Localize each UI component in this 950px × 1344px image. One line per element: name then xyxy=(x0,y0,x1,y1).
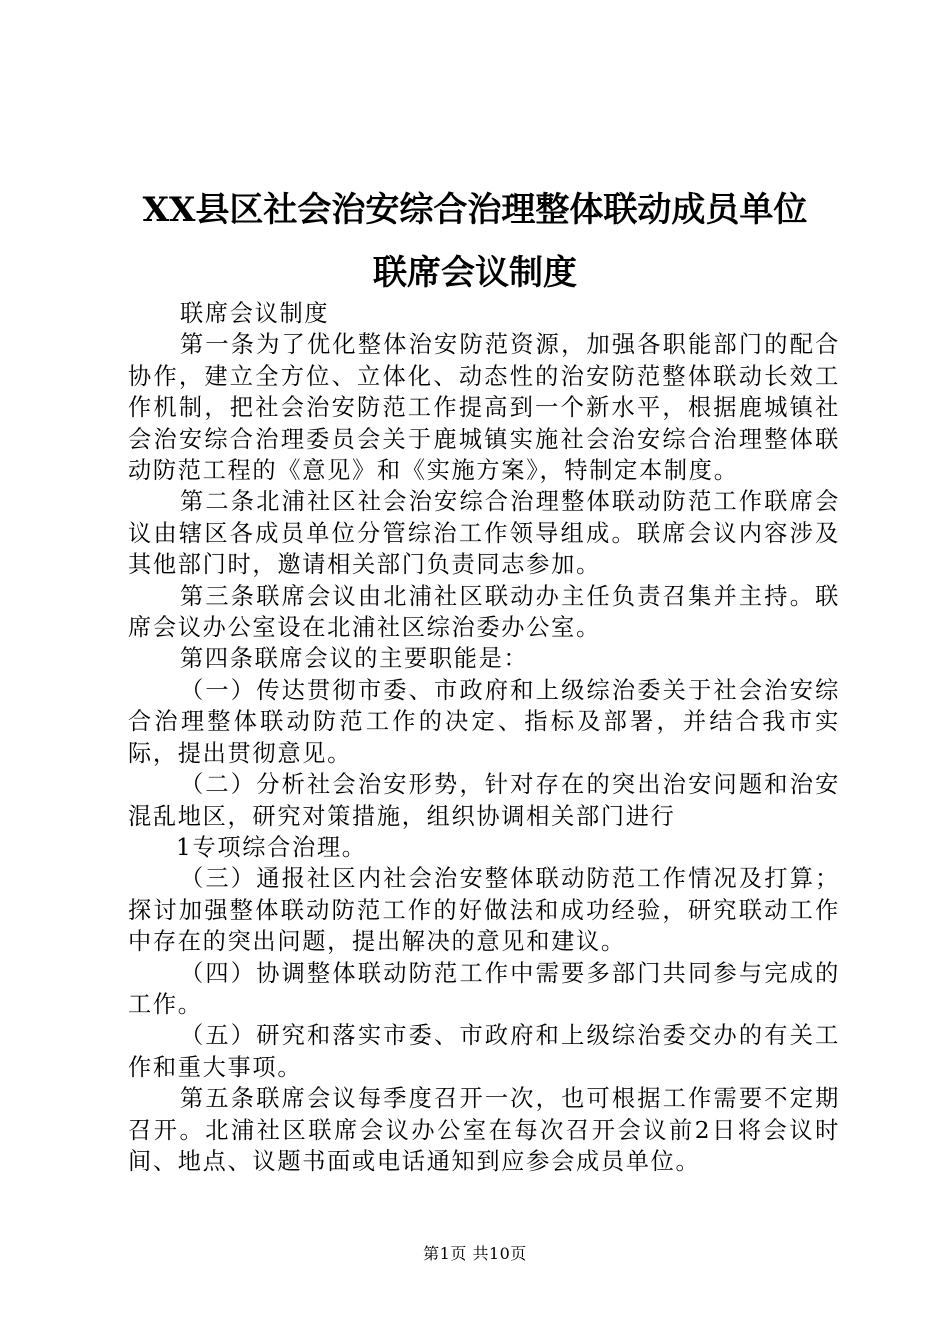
paragraph-article-1: 第一条为了优化整体治安防范资源，加强各职能部门的配合协作，建立全方位、立体化、动态性的治安防范整体联动长效工作机制，把社会治安防范工作提高到一个新水平，根据鹿城镇社会治安综合治理委员会关于鹿城镇实施社会治安综合治理整体联动防范工程的《意见》和《实施方案》，特制定本制度。 xyxy=(128,331,840,485)
paragraph-item-3: （三）通报社区内社会治安整体联动防范工作情况及打算；探讨加强整体联动防范工作的好做法和成功经验，研究联动工作中存在的突出问题，提出解决的意见和建议。 xyxy=(128,865,840,956)
paragraph-item-1: （一）传达贯彻市委、市政府和上级综治委关于社会治安综合治理整体联动防范工作的决定、指标及部署，并结合我市实际，提出贯彻意见。 xyxy=(128,676,840,767)
paragraph-item-2-continued: 1专项综合治理。 xyxy=(176,833,367,861)
paragraph-item-2: （二）分析社会治安形势，针对存在的突出治安问题和治安混乱地区，研究对策措施，组织协调相关部门进行 xyxy=(128,771,840,830)
paragraph-article-3: 第三条联席会议由北浦社区联动办主任负责召集并主持。联席会议办公室设在北浦社区综治委办公室。 xyxy=(128,582,840,642)
paragraph-item-4: （四）协调整体联动防范工作中需要多部门共同参与完成的工作。 xyxy=(128,959,840,1018)
paragraph-subtitle: 联席会议制度 xyxy=(180,300,330,327)
document-title-line-2: 联席会议制度 xyxy=(373,253,577,293)
paragraph-item-5: （五）研究和落实市委、市政府和上级综治委交办的有关工作和重大事项。 xyxy=(128,1022,840,1081)
document-title-line-1: XX县区社会治安综合治理整体联动成员单位 xyxy=(142,190,808,230)
page-number-footer: 第1页 共10页 xyxy=(423,1244,527,1263)
paragraph-article-5: 第五条联席会议每季度召开一次，也可根据工作需要不定期召开。北浦社区联席会议办公室在每次召开会议前2日将会议时间、地点、议题书面或电话通知到应参会成员单位。 xyxy=(128,1085,840,1175)
document-body xyxy=(128,298,840,1177)
paragraph-article-2: 第二条北浦社区社会治安综合治理整体联动防范工作联席会议由辖区各成员单位分管综治工作领导组成。联席会议内容涉及其他部门时，邀请相关部门负责同志参加。 xyxy=(128,488,840,579)
paragraph-article-4: 第四条联席会议的主要职能是： xyxy=(180,645,529,673)
